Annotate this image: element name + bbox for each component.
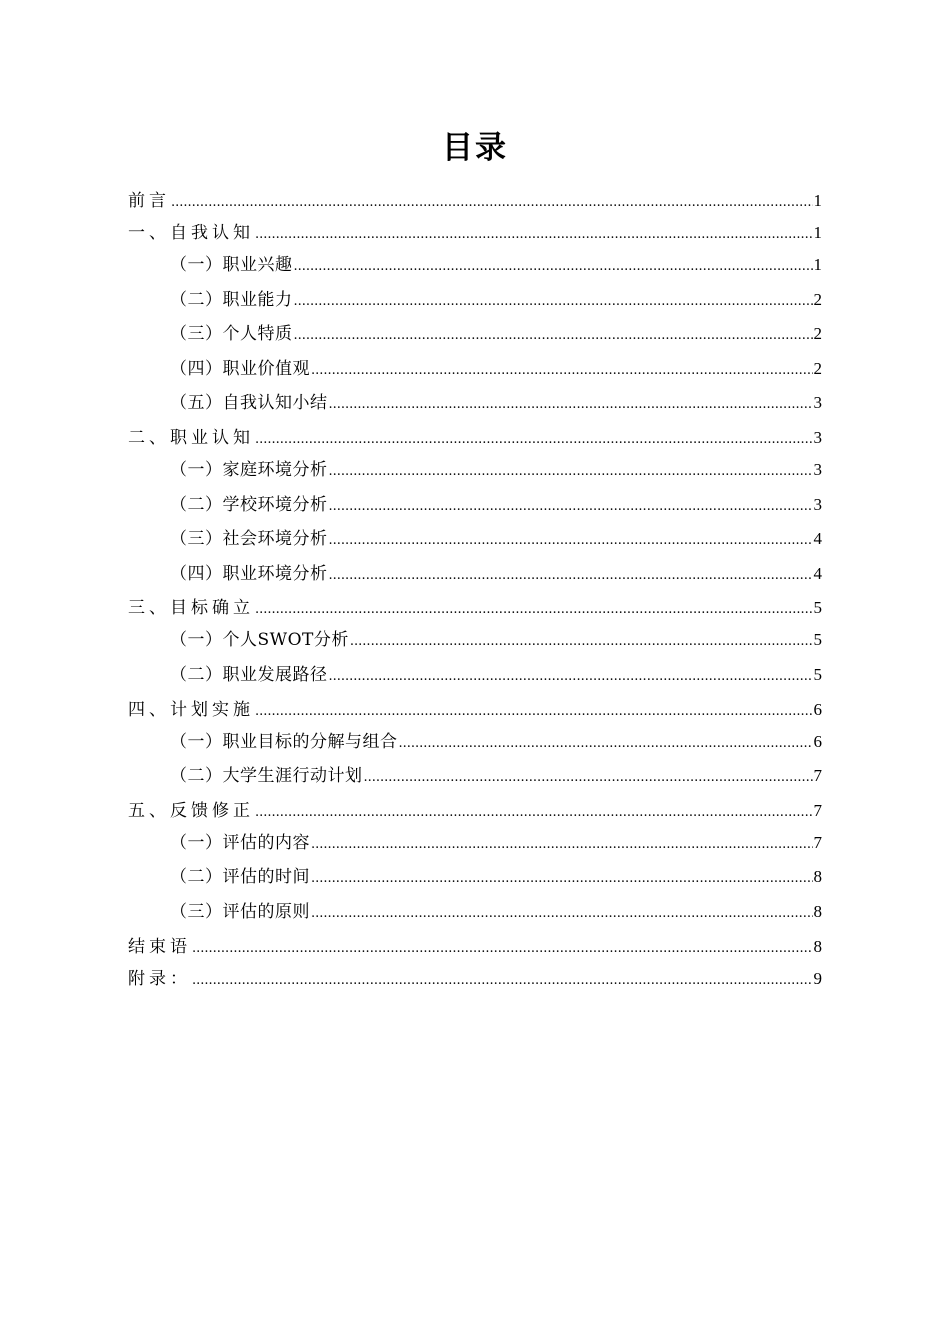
toc-entry-conclusion[interactable] bbox=[128, 930, 822, 962]
dot-leader bbox=[350, 625, 813, 659]
dot-leader bbox=[329, 455, 813, 489]
toc-entry-preface[interactable] bbox=[128, 184, 822, 216]
toc-entry-label: （三）个人特质 bbox=[170, 324, 293, 345]
toc-entry-label: 四、计划实施 bbox=[128, 699, 254, 720]
toc-entry-label: （三）社会环境分析 bbox=[170, 529, 328, 550]
toc-entry-label: （一）家庭环境分析 bbox=[170, 459, 328, 480]
toc-entry-section-4[interactable] bbox=[128, 693, 822, 725]
toc-entry-subsection[interactable] bbox=[128, 895, 822, 930]
toc-entry-page: 9 bbox=[813, 968, 822, 988]
page-title: 目录 bbox=[442, 130, 508, 166]
toc-entry-page: 5 bbox=[813, 598, 822, 618]
toc-entry-page: 7 bbox=[813, 832, 822, 852]
dot-leader bbox=[311, 354, 813, 388]
toc-entry-page: 3 bbox=[813, 459, 822, 479]
dot-leader bbox=[294, 285, 813, 319]
toc-entry-subsection[interactable] bbox=[128, 725, 822, 760]
dot-leader bbox=[255, 593, 813, 627]
toc-entry-label: 三、目标确立 bbox=[128, 598, 254, 619]
dot-leader bbox=[329, 660, 813, 694]
toc-entry-page: 5 bbox=[813, 630, 822, 650]
dot-leader bbox=[171, 186, 813, 220]
toc-entry-label: 一、自我认知 bbox=[128, 223, 254, 243]
toc-entry-page: 2 bbox=[813, 358, 822, 378]
toc-entry-page: 7 bbox=[813, 766, 822, 786]
toc-entry-page: 6 bbox=[813, 731, 822, 751]
toc-entry-page: 3 bbox=[813, 393, 822, 413]
dot-leader bbox=[255, 218, 813, 252]
dot-leader bbox=[255, 423, 813, 457]
table-of-contents bbox=[128, 184, 822, 994]
toc-entry-label: （一）个人SWOT分析 bbox=[170, 630, 349, 651]
toc-entry-page: 8 bbox=[813, 936, 822, 956]
toc-entry-page: 8 bbox=[813, 867, 822, 887]
toc-entry-subsection[interactable] bbox=[128, 826, 822, 861]
toc-entry-page: 5 bbox=[813, 664, 822, 684]
toc-entry-subsection[interactable] bbox=[128, 248, 822, 283]
toc-entry-page: 1 bbox=[813, 255, 822, 274]
toc-entry-subsection[interactable] bbox=[128, 557, 822, 592]
toc-entry-page: 2 bbox=[813, 289, 822, 309]
toc-entry-label: 附录： bbox=[128, 968, 191, 989]
toc-entry-section-2[interactable] bbox=[128, 421, 822, 453]
toc-entry-label: （一）评估的内容 bbox=[170, 832, 310, 853]
toc-entry-subsection[interactable] bbox=[128, 386, 822, 421]
dot-leader bbox=[329, 559, 813, 593]
dot-leader bbox=[311, 828, 813, 862]
toc-entry-page: 1 bbox=[813, 223, 822, 242]
dot-leader bbox=[329, 388, 813, 422]
toc-entry-subsection[interactable] bbox=[128, 317, 822, 352]
toc-entry-subsection[interactable] bbox=[128, 522, 822, 557]
toc-entry-page: 4 bbox=[813, 529, 822, 549]
dot-leader bbox=[329, 490, 813, 524]
toc-entry-label: （四）职业价值观 bbox=[170, 358, 310, 379]
toc-entry-page: 1 bbox=[813, 191, 822, 210]
dot-leader bbox=[192, 932, 813, 966]
dot-leader bbox=[311, 897, 813, 931]
dot-leader bbox=[329, 524, 813, 558]
toc-entry-subsection[interactable] bbox=[128, 759, 822, 794]
toc-entry-label: （二）职业发展路径 bbox=[170, 664, 328, 685]
toc-entry-label: （五）自我认知小结 bbox=[170, 393, 328, 414]
toc-entry-section-1[interactable] bbox=[128, 216, 822, 248]
toc-entry-subsection[interactable] bbox=[128, 658, 822, 693]
toc-entry-page: 7 bbox=[813, 800, 822, 820]
dot-leader bbox=[294, 250, 813, 284]
dot-leader bbox=[364, 761, 813, 795]
toc-entry-label: （四）职业环境分析 bbox=[170, 563, 328, 584]
toc-entry-page: 8 bbox=[813, 901, 822, 921]
toc-entry-page: 6 bbox=[813, 699, 822, 719]
toc-entry-section-5[interactable] bbox=[128, 794, 822, 826]
dot-leader bbox=[255, 695, 813, 729]
toc-entry-page: 2 bbox=[813, 324, 822, 344]
dot-leader bbox=[294, 319, 813, 353]
toc-entry-label: 结束语 bbox=[128, 936, 191, 957]
dot-leader bbox=[311, 862, 813, 896]
toc-entry-label: （一）职业兴趣 bbox=[170, 255, 293, 275]
toc-entry-subsection[interactable] bbox=[128, 453, 822, 488]
toc-entry-subsection[interactable] bbox=[128, 283, 822, 318]
toc-entry-subsection[interactable] bbox=[128, 352, 822, 387]
toc-entry-subsection[interactable] bbox=[128, 488, 822, 523]
toc-entry-section-3[interactable] bbox=[128, 591, 822, 623]
toc-entry-label: 前言 bbox=[128, 191, 170, 211]
toc-entry-page: 4 bbox=[813, 563, 822, 583]
toc-entry-subsection[interactable] bbox=[128, 623, 822, 658]
toc-entry-label: （三）评估的原则 bbox=[170, 901, 310, 922]
toc-entry-label: （二）评估的时间 bbox=[170, 867, 310, 888]
toc-entry-appendix[interactable] bbox=[128, 962, 822, 994]
toc-entry-page: 3 bbox=[813, 427, 822, 447]
toc-entry-label: （一）职业目标的分解与组合 bbox=[170, 731, 398, 752]
toc-entry-label: 二、职业认知 bbox=[128, 427, 254, 448]
toc-entry-label: （二）大学生涯行动计划 bbox=[170, 766, 363, 787]
toc-entry-label: 五、反馈修正 bbox=[128, 800, 254, 821]
dot-leader bbox=[399, 727, 813, 761]
toc-entry-label: （二）学校环境分析 bbox=[170, 494, 328, 515]
toc-entry-subsection[interactable] bbox=[128, 860, 822, 895]
toc-entry-page: 3 bbox=[813, 494, 822, 514]
dot-leader bbox=[255, 796, 813, 830]
dot-leader bbox=[192, 964, 813, 998]
toc-entry-label: （二）职业能力 bbox=[170, 289, 293, 310]
